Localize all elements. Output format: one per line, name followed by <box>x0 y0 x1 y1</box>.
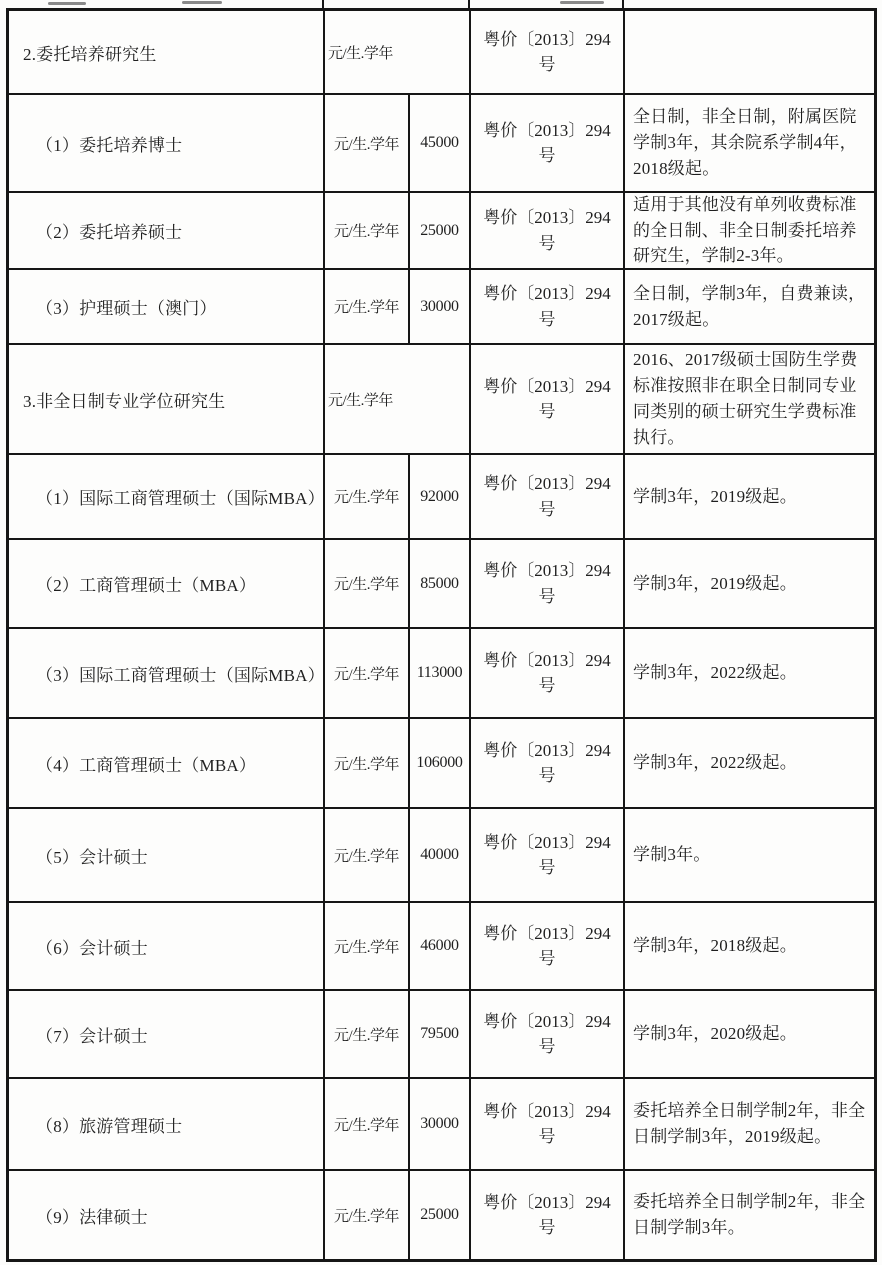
remark-text: 学制3年，2019级起。 <box>633 486 797 506</box>
unit-cell: 元/生.学年 <box>325 11 471 93</box>
item-name-cell: （8）旅游管理硕士 <box>9 1079 325 1169</box>
doc-ref-cell <box>471 903 625 989</box>
doc-ref-text: 粤价〔2013〕294号 <box>483 120 611 165</box>
unit-cell: 元/生.学年 <box>325 629 410 717</box>
doc-ref-cell <box>471 345 625 453</box>
item-name-cell: （9）法律硕士 <box>9 1171 325 1259</box>
item-name-cell: （5）会计硕士 <box>9 809 325 901</box>
table-row <box>9 719 874 809</box>
table-row <box>9 1079 874 1171</box>
item-name-cell: （1）委托培养博士 <box>9 95 325 191</box>
remark-cell <box>625 991 874 1077</box>
remark-text: 全日制，非全日制，附属医院学制3年，其余院系学制4年，2018级起。 <box>633 107 857 178</box>
unit-cell: 元/生.学年 <box>325 719 410 807</box>
table-row <box>9 95 874 193</box>
remark-text: 学制3年，2020级起。 <box>633 1024 797 1044</box>
table-row <box>9 809 874 903</box>
scan-artifact <box>560 1 604 4</box>
remark-text: 委托培养全日制学制2年，非全日制学制3年，2019级起。 <box>633 1101 866 1146</box>
doc-ref-text: 粤价〔2013〕294号 <box>483 474 611 519</box>
remark-text: 适用于其他没有单列收费标准的全日制、非全日制委托培养研究生，学制2-3年。 <box>633 194 857 266</box>
doc-ref-cell <box>471 1171 625 1259</box>
amount-cell: 106000 <box>410 719 471 807</box>
doc-ref-text: 粤价〔2013〕294号 <box>483 740 611 785</box>
doc-ref-text: 粤价〔2013〕294号 <box>483 284 611 329</box>
amount-cell: 113000 <box>410 629 471 717</box>
table-row <box>9 193 874 270</box>
doc-ref-text: 粤价〔2013〕294号 <box>483 29 611 74</box>
scan-artifact <box>468 0 470 8</box>
doc-ref-text: 粤价〔2013〕294号 <box>483 1101 611 1146</box>
doc-ref-text: 粤价〔2013〕294号 <box>483 832 611 877</box>
table-row <box>9 629 874 719</box>
amount-cell: 25000 <box>410 1171 471 1259</box>
remark-cell <box>625 455 874 538</box>
doc-ref-text: 粤价〔2013〕294号 <box>483 1011 611 1056</box>
item-name-cell: （2）委托培养硕士 <box>9 193 325 268</box>
doc-ref-cell <box>471 540 625 627</box>
unit-cell: 元/生.学年 <box>325 193 410 268</box>
unit-cell: 元/生.学年 <box>325 991 410 1077</box>
doc-ref-cell <box>471 629 625 717</box>
table-row <box>9 455 874 540</box>
table-row <box>9 991 874 1079</box>
table-row <box>9 903 874 991</box>
amount-cell: 85000 <box>410 540 471 627</box>
unit-cell: 元/生.学年 <box>325 1079 410 1169</box>
item-name-cell: （3）护理硕士（澳门） <box>9 270 325 343</box>
scan-artifact <box>322 0 324 8</box>
amount-cell: 92000 <box>410 455 471 538</box>
unit-cell: 元/生.学年 <box>325 1171 410 1259</box>
amount-cell: 46000 <box>410 903 471 989</box>
remark-cell <box>625 719 874 807</box>
doc-ref-cell <box>471 455 625 538</box>
amount-cell: 25000 <box>410 193 471 268</box>
item-name-cell: （7）会计硕士 <box>9 991 325 1077</box>
unit-cell: 元/生.学年 <box>325 345 471 453</box>
scan-artifact <box>48 2 86 5</box>
scan-artifact <box>182 1 222 4</box>
doc-ref-cell <box>471 809 625 901</box>
remark-cell <box>625 540 874 627</box>
remark-cell <box>625 903 874 989</box>
remark-cell <box>625 629 874 717</box>
item-name-cell: （1）国际工商管理硕士（国际MBA） <box>9 455 325 538</box>
unit-cell: 元/生.学年 <box>325 455 410 538</box>
item-name-cell: （3）国际工商管理硕士（国际MBA） <box>9 629 325 717</box>
doc-ref-cell <box>471 719 625 807</box>
doc-ref-cell <box>471 270 625 343</box>
remark-text: 学制3年，2019级起。 <box>633 573 797 593</box>
table-row <box>9 1171 874 1259</box>
doc-ref-text: 粤价〔2013〕294号 <box>483 561 611 606</box>
remark-cell <box>625 270 874 343</box>
table-row <box>9 540 874 629</box>
scan-artifact <box>622 0 624 8</box>
table-row <box>9 345 874 455</box>
amount-cell: 30000 <box>410 270 471 343</box>
unit-cell: 元/生.学年 <box>325 270 410 343</box>
remark-cell <box>625 193 874 268</box>
unit-cell: 元/生.学年 <box>325 903 410 989</box>
unit-cell: 元/生.学年 <box>325 95 410 191</box>
amount-cell: 45000 <box>410 95 471 191</box>
remark-cell <box>625 809 874 901</box>
remark-text: 全日制，学制3年，自费兼读，2017级起。 <box>633 283 866 329</box>
amount-cell: 30000 <box>410 1079 471 1169</box>
remark-text: 学制3年，2022级起。 <box>633 753 797 773</box>
doc-ref-cell <box>471 95 625 191</box>
doc-ref-text: 粤价〔2013〕294号 <box>483 650 611 695</box>
remark-cell <box>625 95 874 191</box>
doc-ref-text: 粤价〔2013〕294号 <box>483 1192 611 1237</box>
table-row <box>9 270 874 345</box>
item-name-cell: （6）会计硕士 <box>9 903 325 989</box>
remark-text: 学制3年，2018级起。 <box>633 936 797 956</box>
remark-cell <box>625 345 874 453</box>
item-name-cell: （2）工商管理硕士（MBA） <box>9 540 325 627</box>
doc-ref-text: 粤价〔2013〕294号 <box>483 376 611 421</box>
item-name-cell: （4）工商管理硕士（MBA） <box>9 719 325 807</box>
doc-ref-text: 粤价〔2013〕294号 <box>483 208 611 253</box>
table-row <box>9 11 874 95</box>
remark-text: 委托培养全日制学制2年，非全日制学制3年。 <box>633 1192 866 1237</box>
doc-ref-cell <box>471 1079 625 1169</box>
unit-cell: 元/生.学年 <box>325 809 410 901</box>
remark-text: 学制3年，2022级起。 <box>633 663 797 683</box>
doc-ref-cell <box>471 991 625 1077</box>
remark-text: 学制3年。 <box>633 845 711 865</box>
unit-cell: 元/生.学年 <box>325 540 410 627</box>
remark-cell <box>625 1171 874 1259</box>
item-name-cell: 2.委托培养研究生 <box>9 11 325 93</box>
amount-cell: 79500 <box>410 991 471 1077</box>
remark-cell <box>625 1079 874 1169</box>
fee-table <box>6 8 877 1262</box>
remark-cell <box>625 11 874 93</box>
remark-text: 2016、2017级硕士国防生学费标准按照非在职全日制同专业同类别的硕士研究生学费标准执行。 <box>633 350 858 447</box>
item-name-cell: 3.非全日制专业学位研究生 <box>9 345 325 453</box>
doc-ref-cell <box>471 193 625 268</box>
doc-ref-text: 粤价〔2013〕294号 <box>483 923 611 968</box>
doc-ref-cell <box>471 11 625 93</box>
amount-cell: 40000 <box>410 809 471 901</box>
